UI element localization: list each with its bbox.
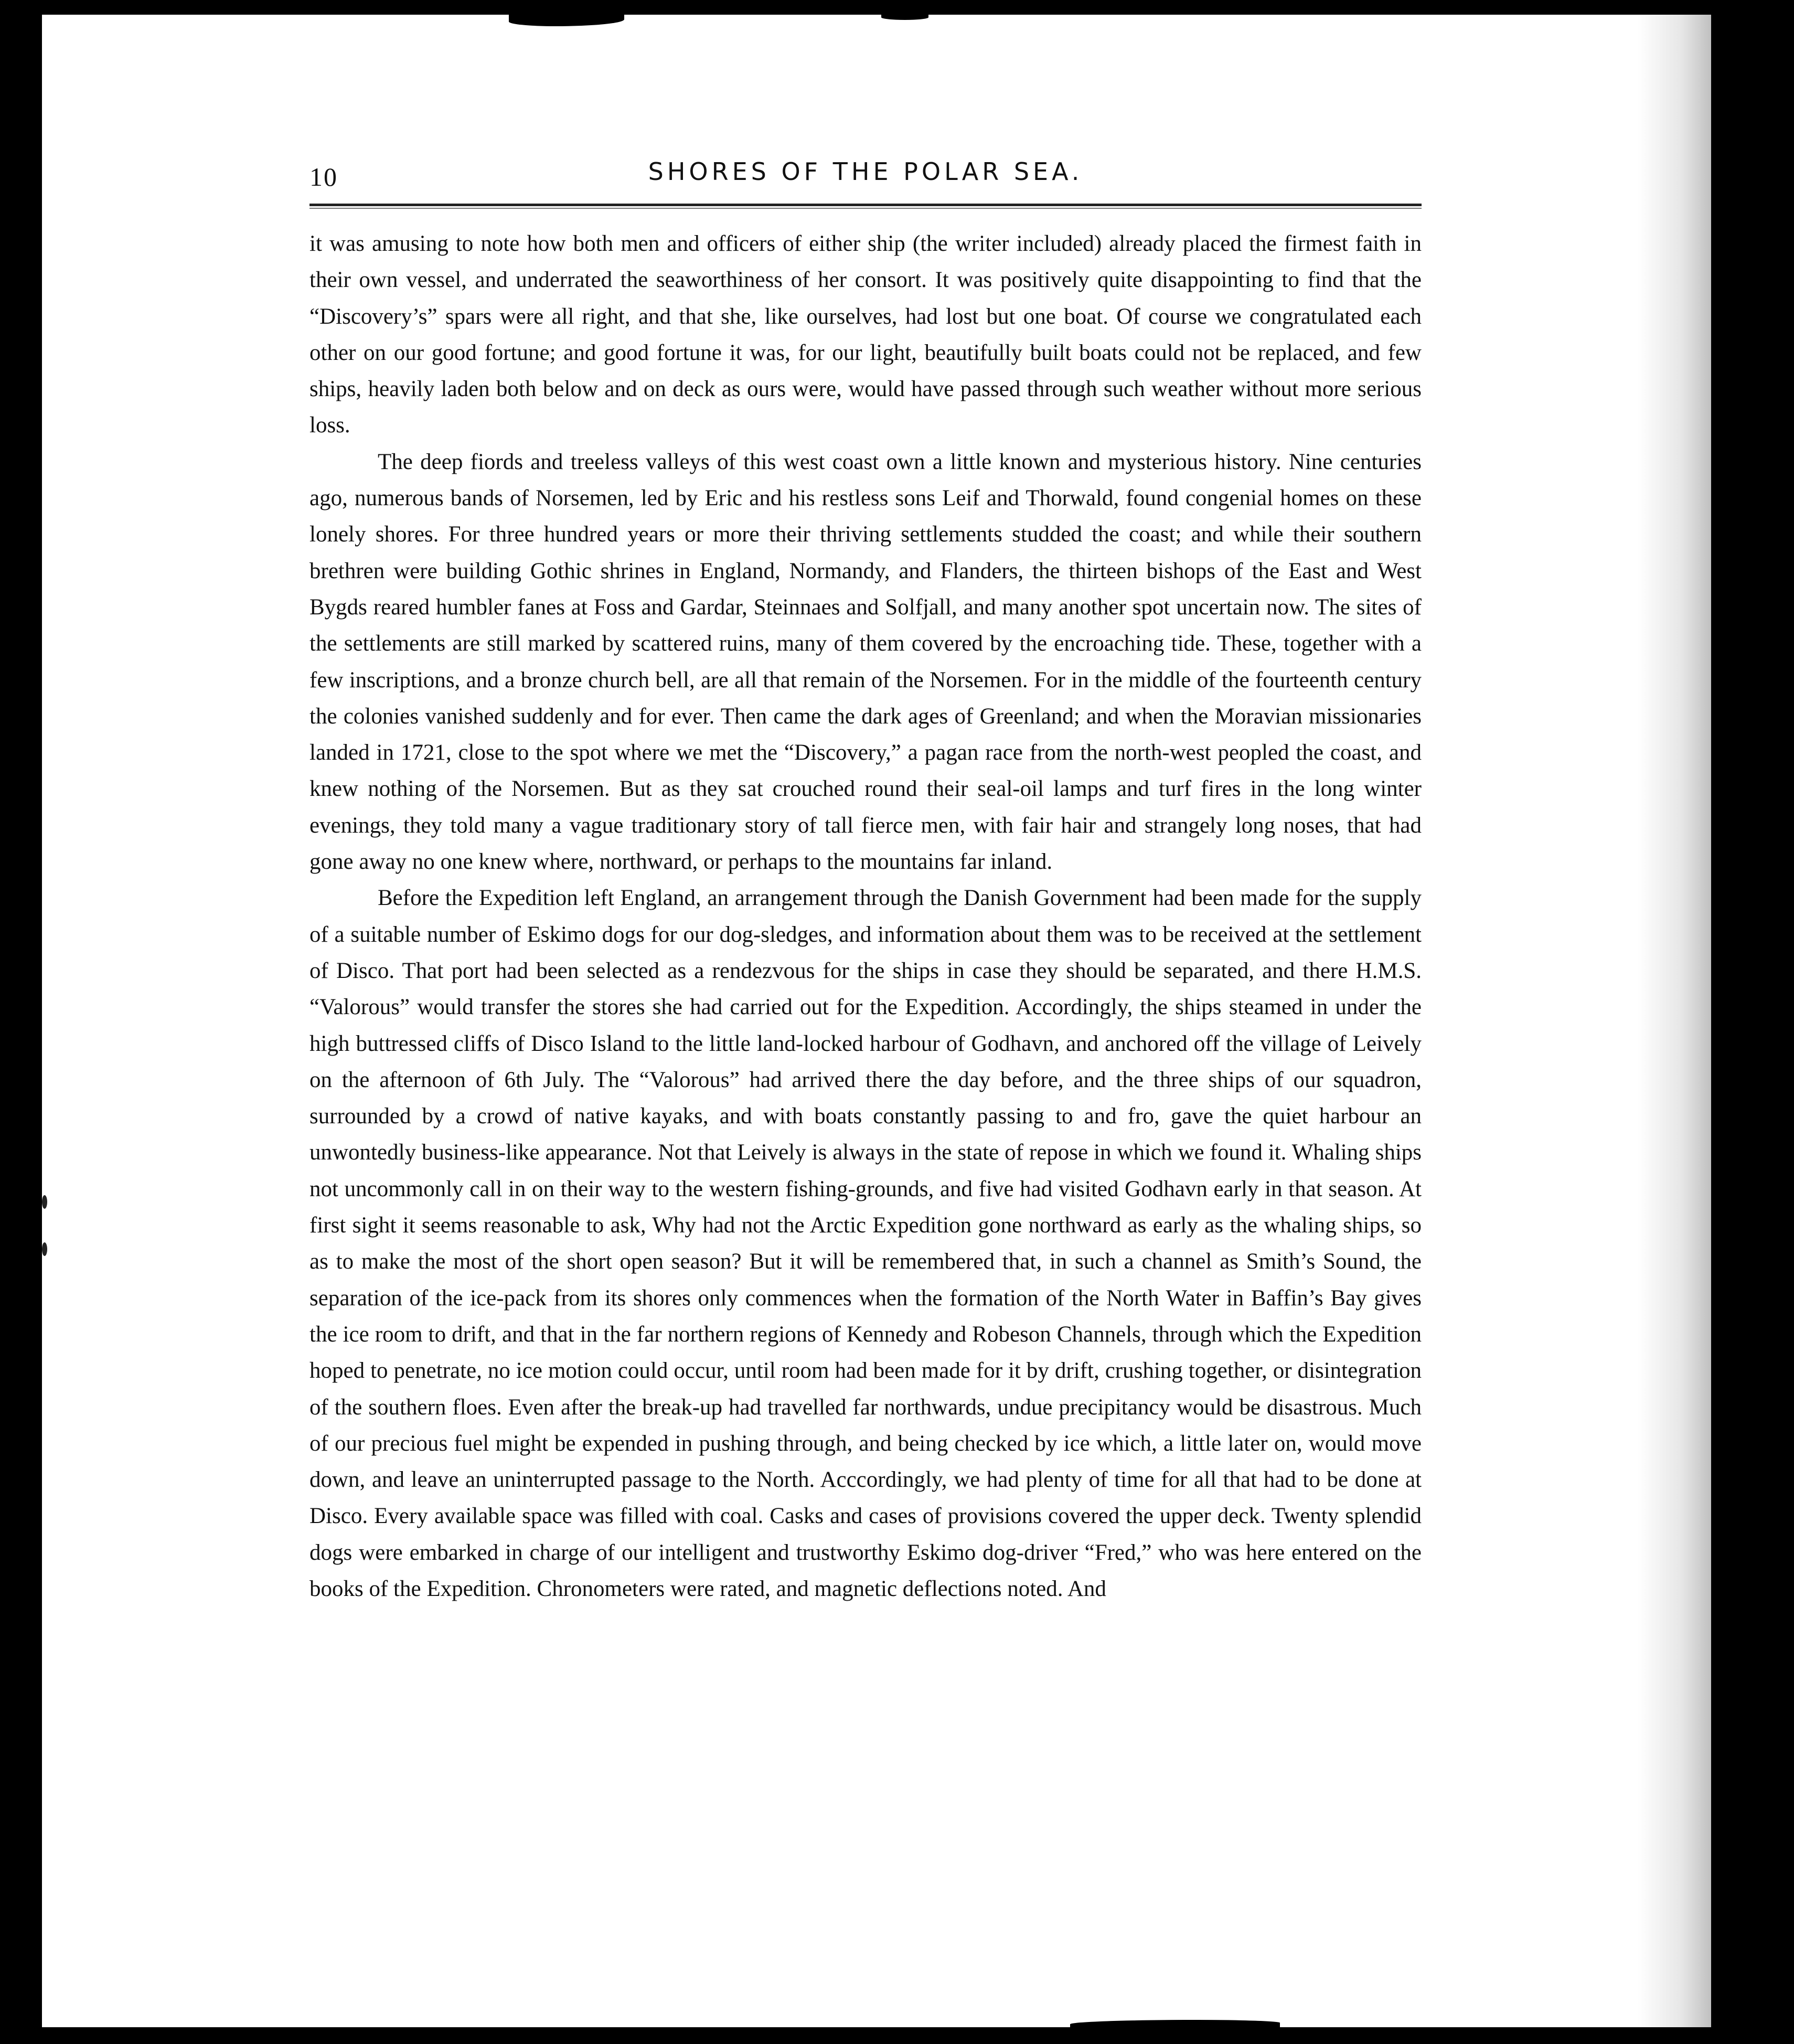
page-edge-shadow — [1638, 15, 1711, 2027]
header-rule-fine — [309, 208, 1422, 209]
page-number: 10 — [309, 162, 338, 191]
body-text — [309, 226, 1422, 1607]
paragraph: The deep fiords and treeless valleys of this west coast own a little known and mysterious history. Nine centuries ago, numerous bands of Norsemen, led by Eric and his restless sons Leif and Thorwald, found congenial homes on these lonely shores. For three hundred years or more their thriving settlements studded the coast; and while their southern brethren were building Gothic shrines in England, Normandy, and Flanders, the thirteen bishops of the East and West Bygds reared humbler fanes at Foss and Gardar, Steinnaes and Solfjall, and many another spot uncertain now. The sites of the settlements are still marked by scattered ruins, many of them covered by the encroaching tide. These, together with a few inscriptions, and a bronze church bell, are all that remain of the Norsemen. For in the middle of the fourteenth century the colonies vanished suddenly and for ever. Then came the dark ages of Greenland; and when the Moravian missionaries landed in 1721, close to the spot where we met the “Discovery,” a pagan race from the north-west peopled the coast, and knew nothing of the Norsemen. But as they sat crouched round their seal-oil lamps and turf fires in the long winter evenings, they told many a vague traditionary story of tall fierce men, with fair hair and strangely long noses, that had gone away no one knew where, northward, or perhaps to the mountains far inland. — [309, 449, 1422, 875]
header-rule — [309, 204, 1422, 206]
scan-artifact — [881, 15, 928, 20]
scan-artifact — [509, 15, 624, 26]
scan-artifact — [1070, 2020, 1280, 2027]
running-title: SHORES OF THE POLAR SEA. — [648, 157, 1083, 186]
scan-artifact — [42, 1242, 47, 1256]
scan-artifact — [42, 1195, 47, 1209]
paragraph: it was amusing to note how both men and officers of either ship (the writer included) already placed the firmest faith in their own vessel, and underrated the seaworthiness of her consort. It was positively quite disappointing to find that the “Discovery’s” spars were all right, and that she, like ourselves, had lost but one boat. Of course we congratulated each other on our good fortune; and good fortune it was, for our light, beautifully built boats could not be replaced, and few ships, heavily laden both below and on deck as ours were, would have passed through such weather without more serious loss. — [309, 231, 1422, 438]
paragraph: Before the Expedition left England, an arrangement through the Danish Government had been made for the supply of a suitable number of Eskimo dogs for our dog-sledges, and information about them was to be received at the settlement of Disco. That port had been selected as a rendezvous for the ships in case they should be separated, and there H.M.S. “Valorous” would transfer the stores she had carried out for the Expedition. Accordingly, the ships steamed in under the high buttressed cliffs of Disco Island to the little land-locked harbour of Godhavn, and anchored off the village of Leively on the afternoon of 6th July. The “Valorous” had arrived there the day before, and the three ships of our squadron, surrounded by a crowd of native kayaks, and with boats constantly passing to and fro, gave the quiet harbour an unwontedly business-like appearance. Not that Leively is always in the state of repose in which we found it. Whaling ships not uncommonly call in on their way to the western fishing-grounds, and five had visited Godhavn early in that season. At first sight it seems reasonable to ask, Why had not the Arctic Expedition gone northward as early as the whaling ships, so as to make the most of the short open season? But it will be remembered that, in such a channel as Smith’s Sound, the separation of the ice-pack from its shores only commences when the formation of the North Water in Baffin’s Bay gives the ice room to drift, and that in the far northern regions of Kennedy and Robeson Channels, through which the Expedition hoped to penetrate, no ice motion could occur, until room had been made for it by drift, crushing together, or disintegration of the southern floes. Even after the break-up had travelled far northwards, undue precipitancy would be disastrous. Much of our precious fuel might be expended in pushing through, and being checked by ice which, a little later on, would move down, and leave an uninterrupted passage to the North. Acccordingly, we had plenty of time for all that had to be done at Disco. Every available space was filled with coal. Casks and cases of provisions covered the upper deck. Twenty splendid dogs were embarked in charge of our intelligent and trustworthy Eskimo dog-driver “Fred,” who was here entered on the books of the Expedition. Chronometers were rated, and magnetic deflections noted. And — [309, 886, 1422, 1601]
running-head — [309, 157, 1422, 197]
